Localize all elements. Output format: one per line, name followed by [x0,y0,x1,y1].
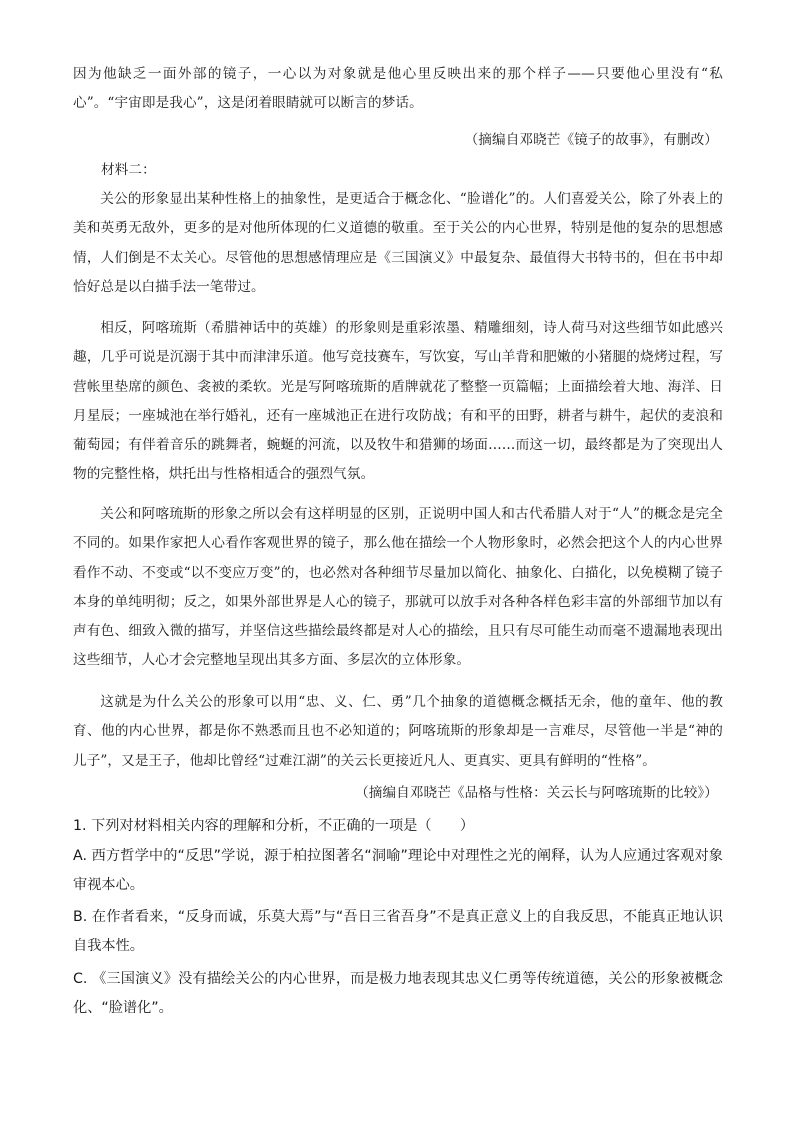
question-1-option-c: C. 《三国演义》没有描绘关公的内心世界，而是极力地表现其忠义仁勇等传统道德，关公的形象被概念化、“脸谱化”。 [73,971,723,1017]
question-1-option-a: A. 西方哲学中的“反思”学说，源于柏拉图著名“洞喻”理论中对理性之光的阐释，认为人应通过客观对象审视本心。 [73,848,723,894]
material1-source-citation: （摘编自邓晓芒《镜子的故事》，有删改） [464,132,718,148]
material2-source-citation: （摘编自邓晓芒《品格与性格：关云长与阿喀琉斯的比较》） [355,785,718,801]
material1-closing-paragraph: 因为他缺乏一面外部的镜子，一心以为对象就是他心里反映出来的那个样子——只要他心里没有“私心”。“宇宙即是我心”，这是闭着眼睛就可以断言的梦话。 [73,66,723,112]
material2-label: 材料二： [101,162,156,178]
question-1-stem: 1. 下列对材料相关内容的理解和分析，不正确的一项是（ ） [73,818,475,834]
material2-paragraph-3: 关公和阿喀琉斯的形象之所以会有这样明显的区别，正说明中国人和古代希腊人对于“人”的概念是完全不同的。如果作家把人心看作客观世界的镜子，那么他在描绘一个人物形象时，必然会把这个人的内心世界看作不动、不变或“以不变应万变”的，也必然对各种细节尽量加以简化、抽象化、白描化，以免模糊了镜子本身的单纯明彻；反之，如果外部世界是人心的镜子，那就可以放手对各种各样色彩丰富的外部细节加以有声有色、细致入微的描写，并坚信这些描绘最终都是对人心的描绘，且只有尽可能生动而毫不遗漏地表现出这些细节，人心才会完整地呈现出其多方面、多层次的立体形象。 [73,506,723,669]
question-1-option-b: B. 在作者看来，“反身而诚，乐莫大焉”与“吾日三省吾身”不是真正意义上的自我反思，不能真正地认识自我本性。 [73,909,723,955]
material2-paragraph-1: 关公的形象显出某种性格上的抽象性，是更适合于概念化、“脸谱化”的。人们喜爱关公，除了外表上的美和英勇无敌外，更多的是对他所体现的仁义道德的敬重。至于关公的内心世界，特别是他的复杂的思想感情，人们倒是不太关心。尽管他的思想感情理应是《三国演义》中最复杂、最值得大书特书的，但在书中却恰好总是以白描手法一笔带过。 [73,191,723,295]
material2-paragraph-2: 相反，阿喀琉斯（希腊神话中的英雄）的形象则是重彩浓墨、精雕细刻，诗人荷马对这些细节如此感兴趣，几乎可说是沉溺于其中而津津乐道。他写竞技赛车，写饮宴，写山羊背和肥嫩的小猪腿的烧烤过程，写营帐里垫席的颜色、衾被的柔软。光是写阿喀琉斯的盾牌就花了整整一页篇幅；上面描绘着大地、海洋、日月星辰；一座城池在举行婚礼，还有一座城池正在进行攻防战；有和平的田野，耕者与耕牛，起伏的麦浪和葡萄园；有伴着音乐的跳舞者，蜿蜒的河流，以及牧牛和猎狮的场面……而这一切，最终都是为了突现出人物的完整性格，烘托出与性格相适合的强烈气氛。 [73,320,723,483]
material2-paragraph-4: 这就是为什么关公的形象可以用“忠、义、仁、勇”几个抽象的道德概念概括无余，他的童年、他的教育、他的内心世界，都是你不熟悉而且也不必知道的；阿喀琉斯的形象却是一言难尽，尽管他一半是“神的儿子”，又是王子，他却比曾经“过难江湖”的关云长更接近凡人、更真实、更具有鲜明的“性格”。 [73,694,723,769]
